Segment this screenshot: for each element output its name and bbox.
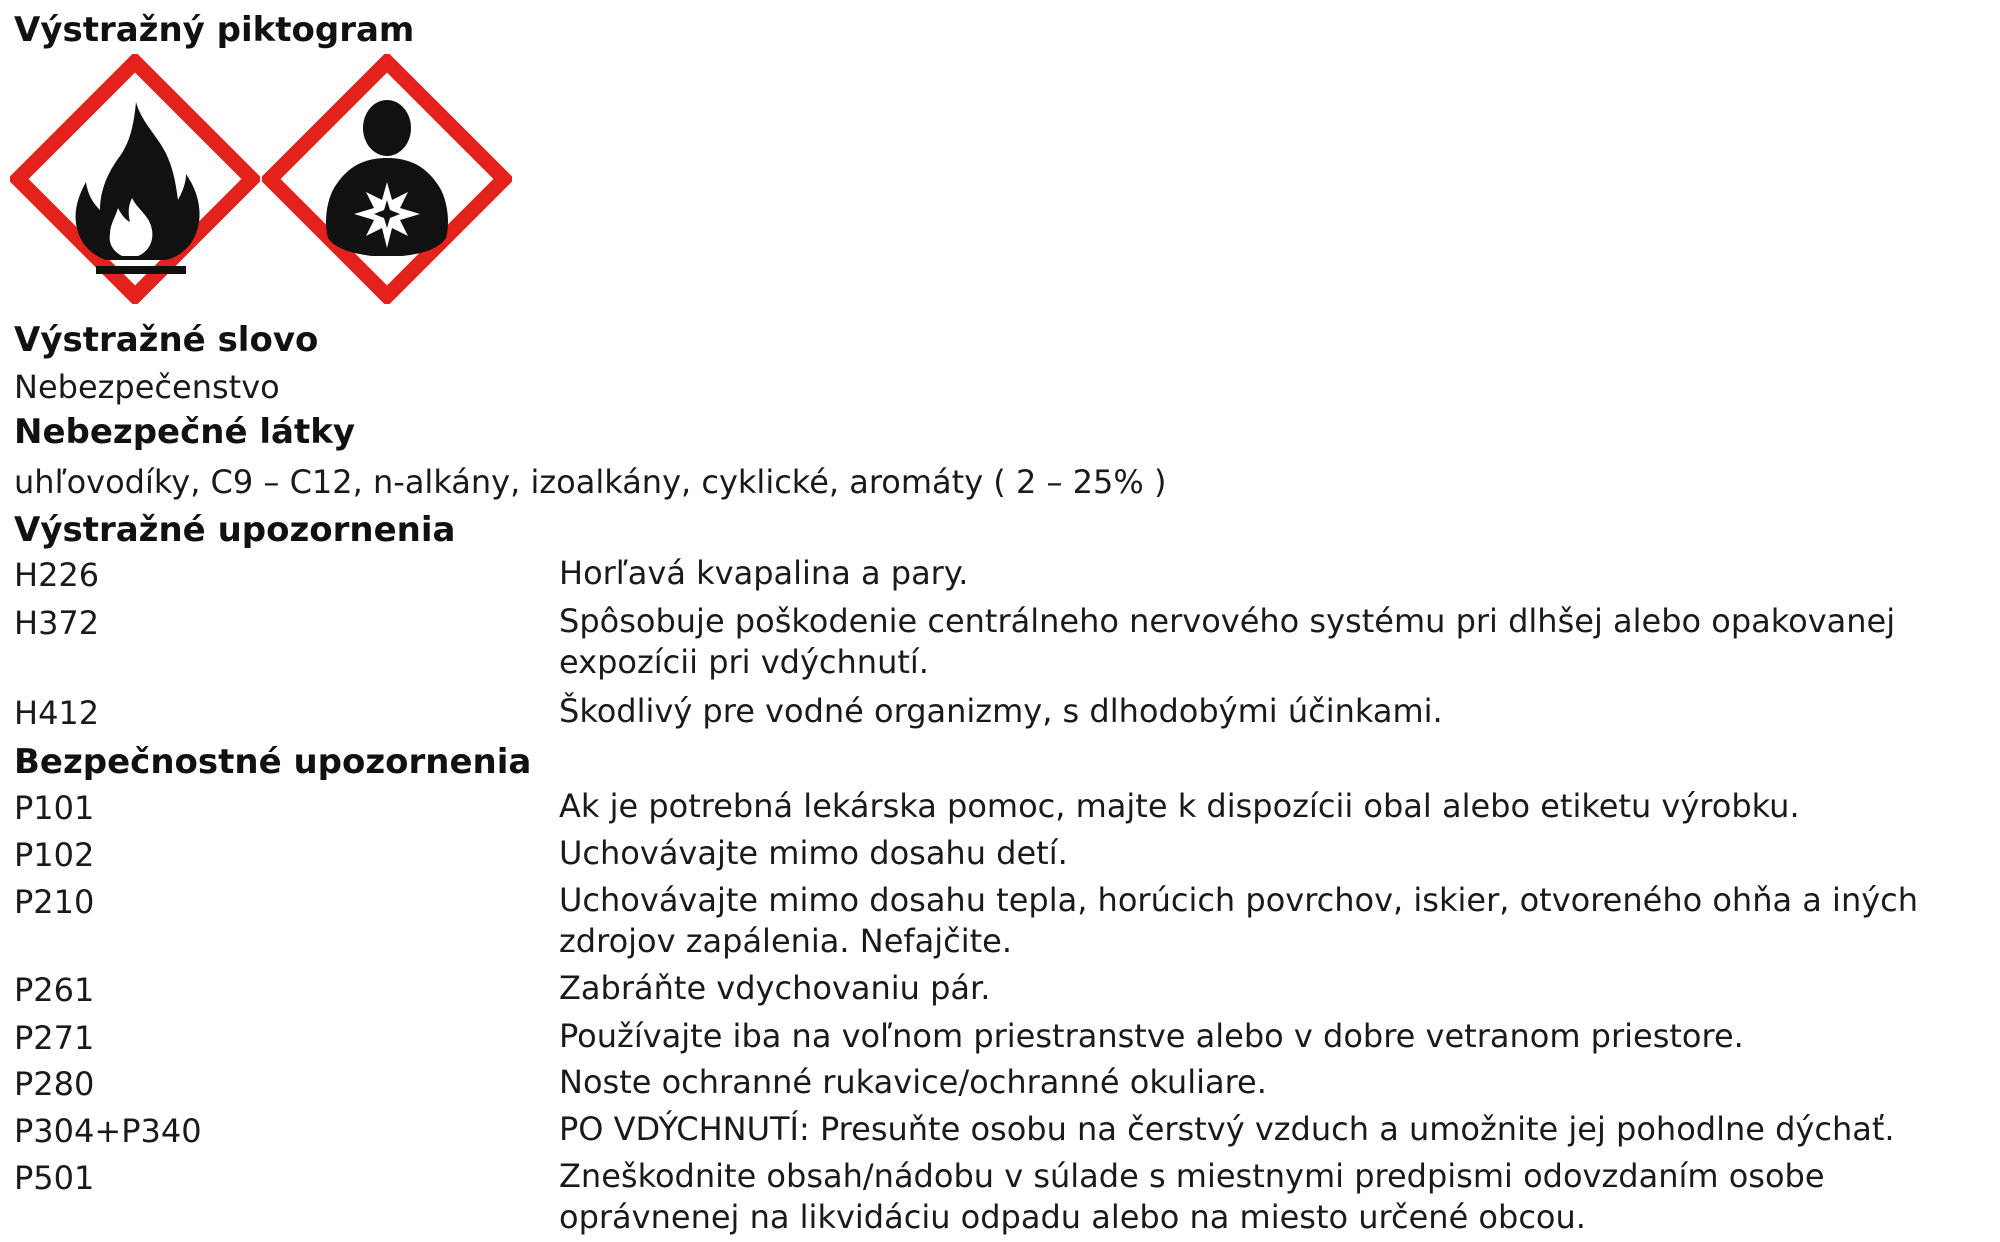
health-hazard-icon [262, 54, 512, 304]
flame-icon [10, 54, 260, 304]
statement-code: H226 [14, 556, 100, 594]
statement-text: Uchovávajte mimo dosahu tepla, horúcich povrchov, iskier, otvoreného ohňa a iných zdrojov zapálenia. Nefajčite. [559, 881, 1919, 960]
pictogram-section-title: Výstražný piktogram [14, 10, 415, 50]
statement-code: H372 [14, 604, 100, 642]
statement-code: P501 [14, 1159, 95, 1197]
hazardous-substances-value: uhľovodíky, C9 – C12, n-alkány, izoalkány, cyklické, aromáty ( 2 – 25% ) [14, 463, 1167, 501]
statement-text: Uchovávajte mimo dosahu detí. [559, 834, 1068, 872]
statement-code: P261 [14, 971, 95, 1009]
precautionary-statements-title: Bezpečnostné upozornenia [14, 742, 532, 782]
statement-text: Ak je potrebná lekárska pomoc, majte k dispozícii obal alebo etiketu výrobku. [559, 787, 1800, 825]
signal-word-title: Výstražné slovo [14, 320, 319, 360]
signal-word-value: Nebezpečenstvo [14, 368, 280, 406]
statement-text: Spôsobuje poškodenie centrálneho nervového systému pri dlhšej alebo opakovanej expozícii pri vdýchnutí. [559, 602, 1896, 681]
statement-text: Používajte iba na voľnom priestranstve alebo v dobre vetranom priestore. [559, 1017, 1744, 1055]
statement-text: PO VDÝCHNUTÍ: Presuňte osobu na čerstvý vzduch a umožnite jej pohodlne dýchať. [559, 1110, 1895, 1148]
statement-code: P304+P340 [14, 1112, 202, 1150]
statement-code: P280 [14, 1065, 95, 1103]
statement-text: Noste ochranné rukavice/ochranné okuliare. [559, 1063, 1267, 1101]
statement-text: Horľavá kvapalina a pary. [559, 554, 969, 592]
statement-text: Škodlivý pre vodné organizmy, s dlhodobými účinkami. [559, 692, 1443, 730]
statement-text: Zneškodnite obsah/nádobu v súlade s miestnymi predpismi odovzdaním osobe oprávnenej na likvidáciu odpadu alebo na miesto určené obcou. [559, 1157, 1825, 1236]
hazard-statements-title: Výstražné upozornenia [14, 510, 456, 550]
pictogram-row [10, 54, 530, 304]
statement-code: H412 [14, 694, 100, 732]
statement-code: P102 [14, 836, 95, 874]
statement-code: P101 [14, 789, 95, 827]
statement-code: P210 [14, 883, 95, 921]
statement-text: Zabráňte vdychovaniu pár. [559, 969, 991, 1007]
hazardous-substances-title: Nebezpečné látky [14, 412, 355, 452]
statement-code: P271 [14, 1019, 95, 1057]
